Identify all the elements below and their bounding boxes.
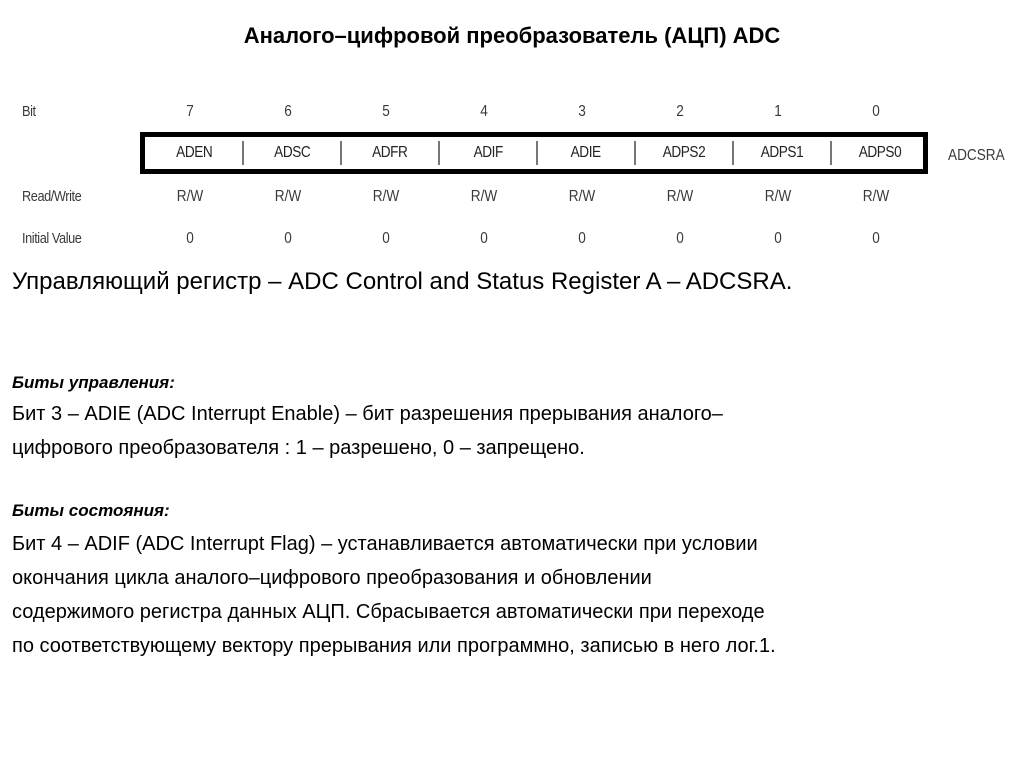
bit-number: 6 bbox=[284, 103, 292, 120]
bit-field-name: ADPS1 bbox=[760, 144, 804, 161]
register-description: Управляющий регистр – ADC Control and Status Register A – ADCSRA. bbox=[12, 268, 793, 295]
access-mode: R/W bbox=[862, 188, 890, 205]
initial-value: 0 bbox=[186, 230, 194, 247]
bit-field bbox=[732, 141, 830, 165]
bit-number: 0 bbox=[872, 103, 880, 120]
bit-number-row bbox=[0, 97, 1024, 127]
access-mode: R/W bbox=[372, 188, 400, 205]
initial-value-row bbox=[0, 224, 1024, 254]
bit-field-name: ADFR bbox=[372, 144, 408, 161]
read-write-row bbox=[0, 182, 1024, 212]
initial-value: 0 bbox=[284, 230, 292, 247]
control-bits-text bbox=[12, 397, 1020, 465]
bit-number: 1 bbox=[774, 103, 782, 120]
access-mode: R/W bbox=[568, 188, 596, 205]
initial-value: 0 bbox=[872, 230, 880, 247]
status-bits-heading: Биты состояния: bbox=[12, 501, 170, 520]
bit-number: 5 bbox=[382, 103, 390, 120]
access-mode: R/W bbox=[764, 188, 792, 205]
initial-value: 0 bbox=[578, 230, 586, 247]
bit-field-name: ADIF bbox=[473, 144, 503, 161]
initial-value: 0 bbox=[774, 230, 782, 247]
text-line: окончания цикла аналого–цифрового преобразования и обновлении bbox=[12, 567, 652, 589]
bit-number: 3 bbox=[578, 103, 586, 120]
initial-value: 0 bbox=[382, 230, 390, 247]
bit-number: 7 bbox=[186, 103, 194, 120]
text-line: по соответствующему вектору прерывания или программно, записью в него лог.1. bbox=[12, 635, 776, 657]
access-mode: R/W bbox=[666, 188, 694, 205]
read-write-row-label: Read/Write bbox=[22, 188, 82, 205]
register-diagram bbox=[0, 92, 1024, 258]
access-mode: R/W bbox=[176, 188, 204, 205]
text-line: Бит 4 – ADIF (ADC Interrupt Flag) – устанавливается автоматически при условии bbox=[12, 533, 758, 555]
access-mode: R/W bbox=[470, 188, 498, 205]
bit-field-name: ADPS2 bbox=[662, 144, 706, 161]
control-bits-heading: Биты управления: bbox=[12, 373, 175, 392]
text-line: Бит 3 – ADIE (ADC Interrupt Enable) – бит разрешения прерывания аналого– bbox=[12, 403, 723, 425]
register-name: ADCSRA bbox=[948, 147, 1005, 164]
bit-field bbox=[340, 141, 438, 165]
bit-field bbox=[145, 141, 243, 165]
bit-field-name: ADEN bbox=[175, 144, 213, 161]
bit-field-name: ADPS0 bbox=[858, 144, 902, 161]
bit-field bbox=[242, 141, 340, 165]
register-bit-fields bbox=[140, 132, 928, 174]
bit-field-name: ADSC bbox=[273, 144, 311, 161]
bit-field bbox=[634, 141, 732, 165]
text-line: содержимого регистра данных АЦП. Сбрасывается автоматически при переходе bbox=[12, 601, 765, 623]
status-bits-text bbox=[12, 527, 1020, 663]
bit-field bbox=[830, 141, 928, 165]
initial-value-row-label: Initial Value bbox=[22, 230, 82, 247]
bit-row-label: Bit bbox=[22, 103, 36, 120]
page-title: Аналого–цифровой преобразователь (АЦП) ADC bbox=[243, 23, 781, 48]
initial-value: 0 bbox=[480, 230, 488, 247]
bit-number: 4 bbox=[480, 103, 488, 120]
bit-field-name: ADIE bbox=[570, 144, 602, 161]
initial-value: 0 bbox=[676, 230, 684, 247]
bit-field bbox=[536, 141, 634, 165]
bit-number: 2 bbox=[676, 103, 684, 120]
text-line: цифрового преобразователя : 1 – разрешено, 0 – запрещено. bbox=[12, 437, 585, 459]
access-mode: R/W bbox=[274, 188, 302, 205]
bit-field bbox=[438, 141, 536, 165]
